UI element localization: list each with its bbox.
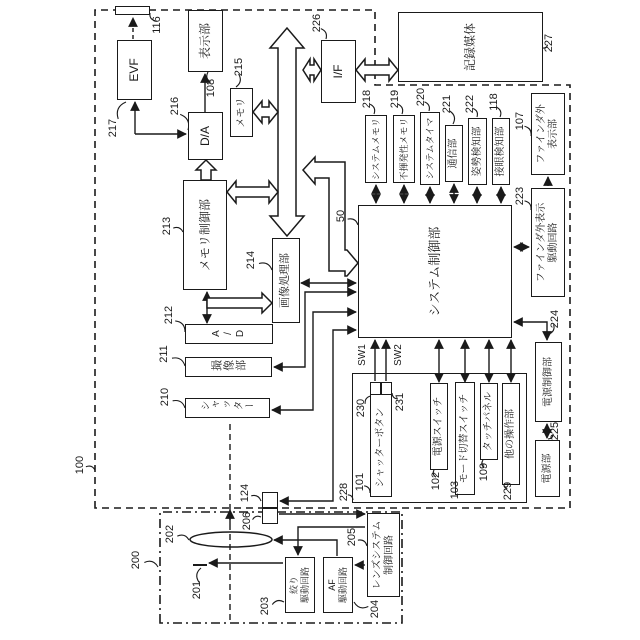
ref-label-100: 100 [74,455,86,475]
ref-label-206: 206 [241,511,253,531]
ref-label-223: 223 [514,186,526,206]
ref-label-118: 118 [488,93,500,111]
block-mode-switch-103: モード切替スイッチ [455,382,475,495]
ref-label-210: 210 [159,387,171,407]
ref-label-124: 124 [239,483,251,503]
ref-label-221: 221 [441,94,453,114]
ref-label-218: 218 [361,89,373,109]
ref-label-219: 219 [389,89,401,109]
block-other-operation-229: 他の操作部 [502,383,520,485]
block-touch-panel-109: タッチパネル [480,383,498,460]
ref-label-215: 215 [233,57,245,77]
block-sw1-cell-230 [370,382,381,395]
block-da-converter-216: D/A [188,112,223,160]
ref-label-216: 216 [169,96,181,116]
ref-label-101: 101 [354,472,366,492]
block-communication-221: 通信部 [445,125,463,182]
block-system-memory-218: システムメモリ [365,115,387,183]
block-af-drive-204: AF 駆動回路 [323,557,353,613]
block-power-control-224: 電源制御部 [535,342,562,422]
signal-label-SW2: SW2 [393,344,404,366]
ref-label-222: 222 [464,94,476,114]
block-system-control-50: システム制御部 [358,205,512,338]
ref-label-228: 228 [338,482,350,502]
ref-label-201: 201 [191,580,203,600]
block-display-unit-108: 表示部 [188,10,223,72]
block-system-timer-220: システムタイマ [420,112,440,185]
ref-label-231: 231 [394,392,406,412]
block-ad-converter-212: A/D [185,324,273,344]
ref-label-225: 225 [549,421,561,441]
signal-label-SW1: SW1 [357,344,368,366]
block-recording-media-227: 記録媒体 [398,12,543,82]
ref-label-102: 102 [430,471,442,491]
ref-label-107: 107 [514,111,526,131]
block-sw2-cell-231 [381,382,392,395]
block-eye-detect-118: 接眼検知部 [492,118,510,185]
block-interface-226: I/F [321,40,356,103]
ref-label-108: 108 [205,78,217,98]
block-eyepiece-116 [115,6,150,15]
block-memory-215: メモリ [230,88,253,137]
ref-label-214: 214 [245,250,257,270]
ref-label-205: 205 [346,527,358,547]
block-image-processing-214: 画像処理部 [272,238,300,323]
block-imaging-unit-211: 撮像部 [185,357,272,377]
ref-label-230: 230 [355,398,367,418]
ref-label-211: 211 [158,345,170,363]
block-posture-detect-222: 姿勢検知部 [468,118,487,185]
ref-label-204: 204 [369,599,381,619]
ref-label-50: 50 [335,209,347,223]
ref-label-109: 109 [478,462,490,482]
ref-label-212: 212 [163,305,175,325]
ref-label-224: 224 [549,309,561,329]
block-outside-finder-drive-223: ファインダ外表示 駆動回路 [531,188,565,297]
block-power-switch-102: 電源スイッチ [430,383,448,470]
ref-label-217: 217 [107,118,119,138]
block-shutter-button-101: シャッターボタン [370,382,392,497]
ref-label-220: 220 [415,87,427,107]
ref-label-226: 226 [311,13,323,33]
block-lens-system-control-205: レンズシステム 制御回路 [367,513,400,597]
block-aperture-drive-203: 絞り 駆動回路 [285,557,315,613]
block-evf-217: EVF [117,40,152,100]
ref-label-200: 200 [130,550,142,570]
block-power-supply-225: 電源部 [535,440,560,497]
block-memory-control-213: メモリ制御部 [183,180,227,290]
block-shutter-210: シャッター [185,398,270,418]
ref-label-103: 103 [449,480,461,500]
block-nonvolatile-memory-219: 不揮発性メモリ [393,115,415,183]
ref-label-227: 227 [543,33,555,53]
block-terminal-124 [262,492,278,508]
ref-label-229: 229 [502,481,514,501]
ref-label-203: 203 [259,596,271,616]
ref-label-202: 202 [164,524,176,544]
ref-label-116: 116 [151,16,163,34]
block-outside-finder-display-107: ファインダ外 表示部 [531,93,565,175]
ref-label-213: 213 [161,216,173,236]
block-terminal-206 [262,508,278,524]
